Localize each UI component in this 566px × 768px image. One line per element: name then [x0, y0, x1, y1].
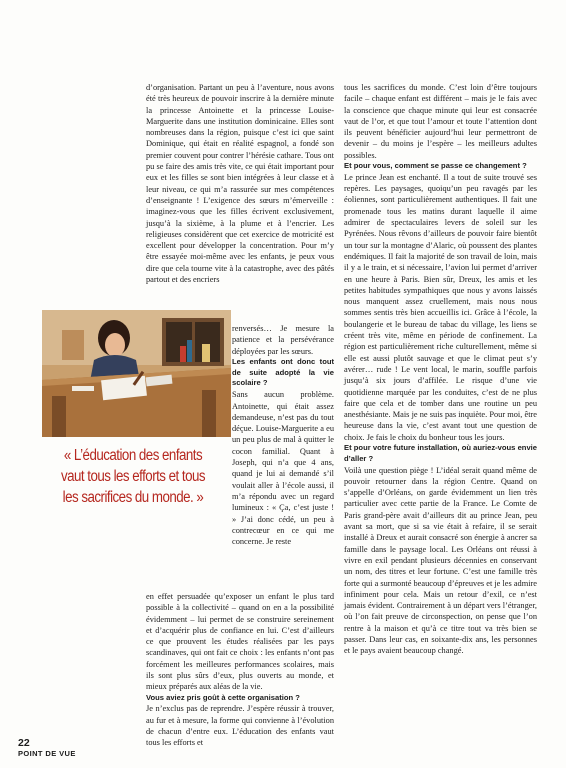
- page-folio: [18, 738, 76, 758]
- article-paragraph: renversés… Je mesure la patience et la persévérance déployées par les sœurs.: [232, 324, 334, 356]
- magazine-name: POINT DE VUE: [18, 749, 76, 758]
- interview-question: Et pour vous, comment se passe ce changement ?: [344, 161, 527, 171]
- article-photo-child-writing: [42, 310, 231, 437]
- article-column-left: [146, 82, 334, 285]
- article-column-right: [344, 82, 537, 657]
- article-column-left-continued: [232, 323, 334, 547]
- pull-quote: « L’éducation des enfants vaut tous les efforts et tous les sacrifices du monde. »: [60, 447, 206, 506]
- article-paragraph: Sans aucun problème. Antoinette, qui était assez demandeuse, n’est pas du tout déçue. Louise-Marguerite a eu un peu plus de mal à quitter le cocon familial. Quant à Joseph, qui n’a que 4 ans, quand je lui ai demandé s’il voulait aller à l’école aussi, il m’a répondu avec un regard lumineux : « Ça, c’est juste ! » J’ai donc cédé, un peu à contrecœur en ce qui me concerne. Je reste: [232, 390, 334, 547]
- page-number: 22: [18, 737, 30, 749]
- article-paragraph: en effet persuadée qu’exposer un enfant le plus tard possible à la collectivité – quand on en a la possibilité évidemment – lui permet de se construire sereinement et d’acquérir plus de confiance en lui. C’est d’ailleurs ce que prouvent les études réalisées par les pays scandinaves, qui ont fait ce choix : les enfants n’ont pas forcément les meilleures performances scolaires, mais ils sont plus sûrs d’eux, plus ouverts au monde, et mieux préparés aux aléas de la vie.: [146, 592, 334, 692]
- article-paragraph: Voilà une question piège ! L’idéal serait quand même de pouvoir retourner dans la région Centre. Quand on s’appelle d’Orléans, on garde évidemment un lien très particulier avec cette partie de la France. Le Comte de Paris grand-père avait d’ailleurs dit au prince Jean, peu avant sa mort, que si sa vie était à refaire, il se serait installé à Dreux et aurait consacré son énergie à ancrer sa famille dans le paysage local. Les Orléans ont réussi à vivre en exil pendant plusieurs décennies en conservant un nom, des titres et leur fortune. C’est une famille très forte qui a surmonté beaucoup d’épreuves et je les admire infiniment pour cela. Mais un retour d’exil, ce n’est jamais évident. Contrairement à un départ vers l’étranger, où l’on fait preuve de circonspection, on pense que l’on rentre à la maison et qu’à ce titre tout va très bien se passer. Dans leur cas, en soixante-dix ans, les personnes et le pays avaient beaucoup changé.: [344, 465, 537, 656]
- interview-question: Les enfants ont donc tout de suite adopté la vie scolaire ?: [232, 356, 334, 388]
- article-column-bottom-left: [146, 591, 334, 749]
- article-paragraph: Je n’exclus pas de reprendre. J’espère réussir à trouver, au fur et à mesure, la forme qui convienne à l’évolution de chacun d’entre eux. L’éducation des enfants vaut tous les efforts et: [146, 704, 334, 748]
- photo-illustration: [42, 310, 231, 437]
- interview-question: Vous aviez pris goût à cette organisation ?: [146, 692, 300, 702]
- interview-question: Et pour votre future installation, où auriez-vous envie d’aller ?: [344, 443, 537, 463]
- article-paragraph: Le prince Jean est enchanté. Il a tout de suite trouvé ses repères. Les paysages, quoiqu’un peu ravagés par les éoliennes, sont particulièrement authentiques. Il fait une promenade tous les matins durant laquelle il aime admirer de spectaculaires levers de soleil sur les Pyrénées. Nous rêvons d’ailleurs de pouvoir faire bientôt un tour sur la montagne d’Alaric, où poussent des plantes endémiques. Il fait la majorité de son travail de loin, mais il y a le train, et si nécessaire, l’avion lui permet d’arriver en une heure à Paris. Bien sûr, Dreux, les amis et les petites habitudes sympathiques que nous y avons laissés nous manquent assez cruellement, mais nous nous sommes sentis très bien accueillis ici. Grâce à l’école, la boulangerie et le bureau de tabac du village, les liens se créent très vite, même en période de confinement. La région est particulièrement riche culturellement, même si elle est aussi plutôt sauvage et que le climat peut s’y avérer… rude ! Le vent local, le marin, souffle parfois jusqu’à six jours d’affilée. Le risque d’une vie quotidienne marquée par les conduites, c’est de ne plus faire que cela et de tomber dans une routine un peu anesthésiante. Mais je ne suis pas inquiète. Pour moi, être heureuse dans la vie, c’est avant tout une question de choix. Je fais le choix du bonheur tous les jours.: [344, 172, 537, 442]
- article-paragraph: d’organisation. Partant un peu à l’aventure, nous avons été très heureux de pouvoir inscrire à la dernière minute la princesse Antoinette et la princesse Louise-Marguerite dans une institution dominicaine. Elles sont nombreuses dans la région, puisque c’est ici que saint Dominique, qui était en réalité espagnol, a fondé son premier couvent pour contrer l’hérésie cathare. Tous ont pu se faire des amis très vite, ce qui était important pour eux et les filles se sont bien intégrées à leur classe et à leur niveau, ce qui m’a rassurée sur mes compétences d’enseignante ! L’exigence des sœurs m’émerveille : imaginez-vous que les filles écrivent exclusivement, jusqu’à la sixième, à la plume et à l’encrier. Les religieuses considèrent que cet exercice de motricité est excellent pour développer la concentration. Pour m’y être essayée moi-même avec les enfants, je peux vous dire que cela tourne vite à la catastrophe, avec des pâtés partout et des encriers: [146, 83, 334, 285]
- article-paragraph: tous les sacrifices du monde. C’est loin d’être toujours facile – chaque enfant est différent – mais je le fais avec la conscience que chaque minute qui leur est consacrée vaut de l’or, et que tout l’amour et toute l’attention dont ils peuvent bénéficier aujourd’hui leur permettront de devenir – du moins je l’espère – les meilleurs adultes possibles.: [344, 83, 537, 160]
